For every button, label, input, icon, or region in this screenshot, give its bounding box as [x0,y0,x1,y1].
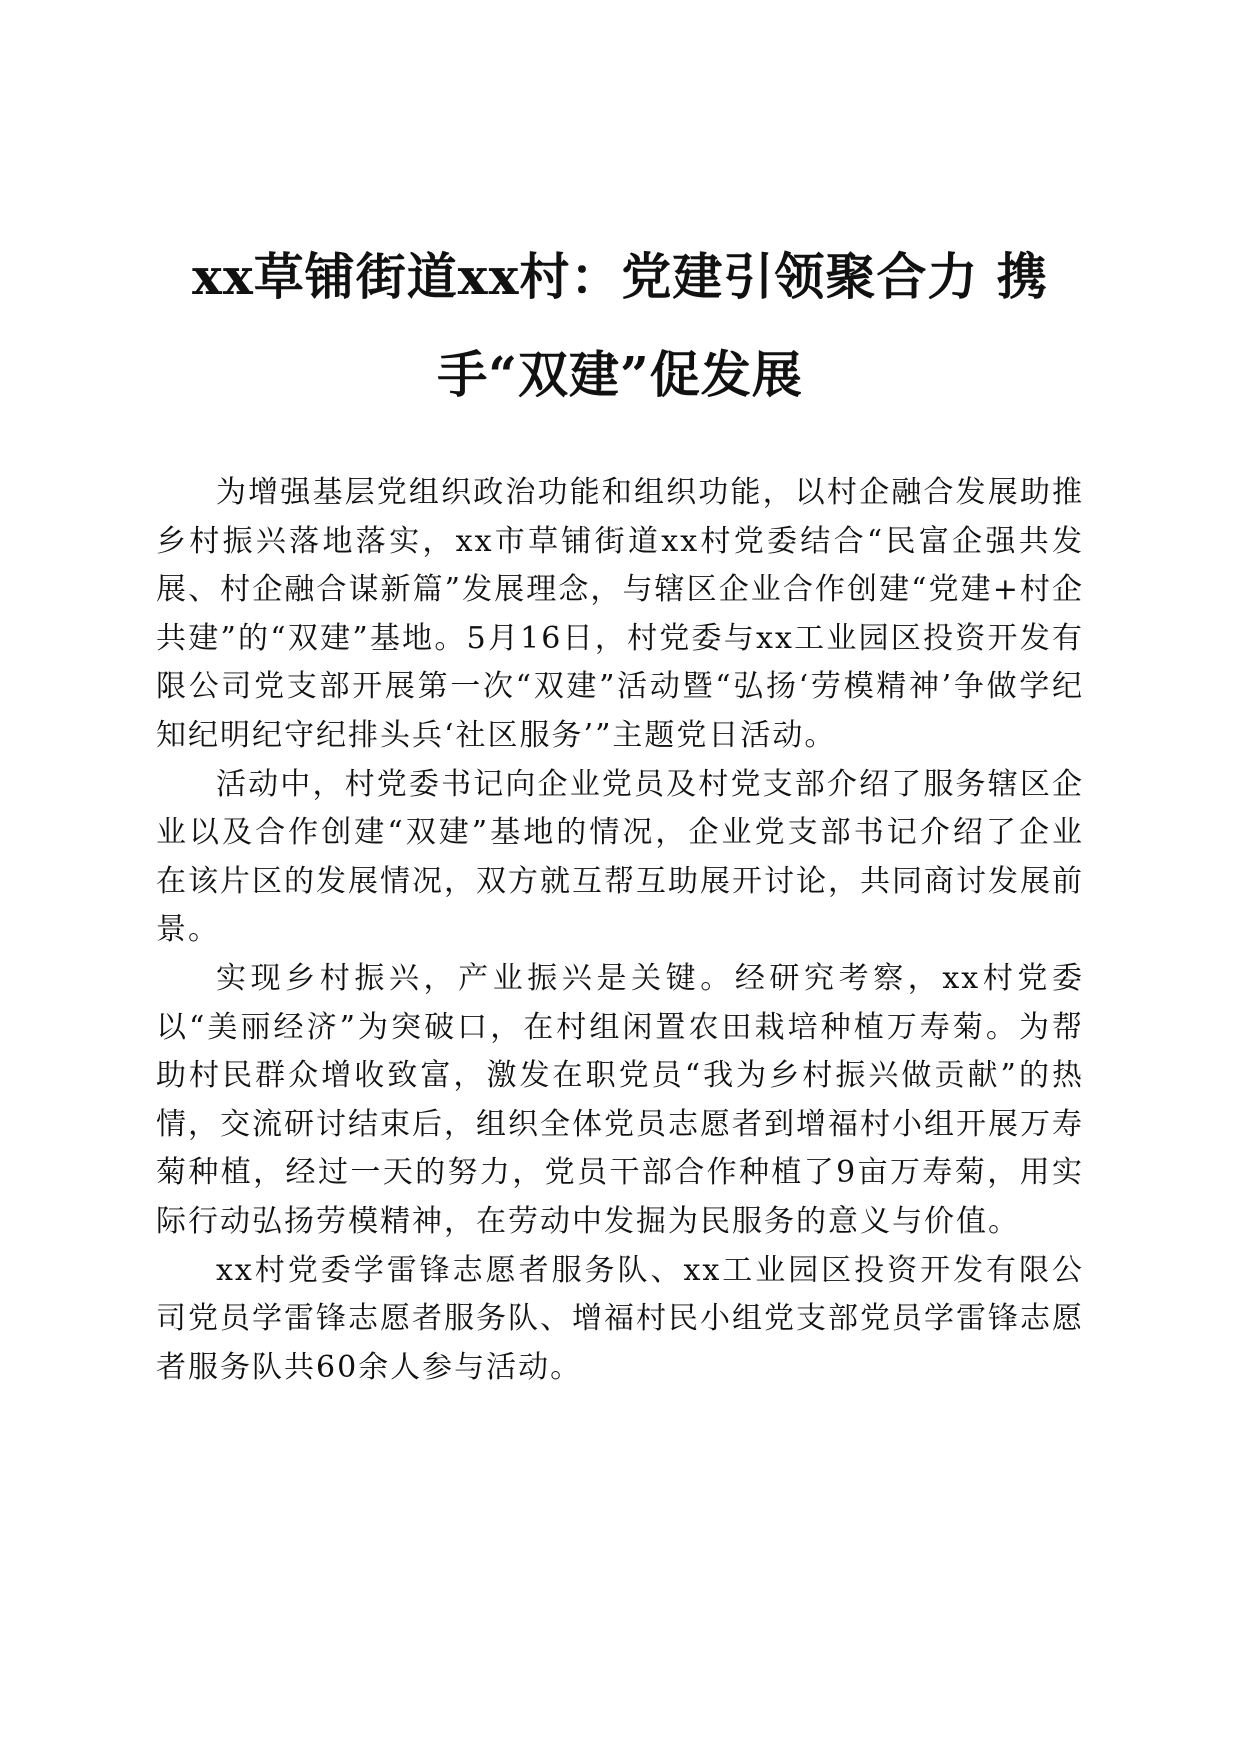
paragraph-4: xx村党委学雷锋志愿者服务队、xx工业园区投资开发有限公司党员学雷锋志愿者服务队、增福村民小组党支部党员学雷锋志愿者服务队共60余人参与活动。 [156,1252,1084,1385]
paragraph-3: 实现乡村振兴，产业振兴是关键。经研究考察，xx村党委以“美丽经济”为突破口，在村组闲置农田栽培种植万寿菊。为帮助村民群众增收致富，激发在职党员“我为乡村振兴做贡献”的热情，交流研讨结束后，组织全体党员志愿者到增福村小组开展万寿菊种植，经过一天的努力，党员干部合作种植了9亩万寿菊，用实际行动弘扬劳模精神，在劳动中发掘为民服务的意义与价值。 [156,960,1084,1239]
document-body [156,469,1084,1392]
document-title: xx草铺街道xx村：党建引领聚合力 携手“双建”促发展 [192,247,1048,404]
paragraph-1: 为增强基层党组织政治功能和组织功能，以村企融合发展助推乡村振兴落地落实，xx市草铺街道xx村党委结合“民富企强共发展、村企融合谋新篇”发展理念，与辖区企业合作创建“党建+村企共建”的“双建”基地。5月16日，村党委与xx工业园区投资开发有限公司党支部开展第一次“双建”活动暨“弘扬‘劳模精神’争做学纪知纪明纪守纪排头兵‘社区服务’”主题党日活动。 [156,475,1084,753]
paragraph-2: 活动中，村党委书记向企业党员及村党支部介绍了服务辖区企业以及合作创建“双建”基地的情况，企业党支部书记介绍了企业在该片区的发展情况，双方就互帮互助展开讨论，共同商讨发展前景。 [156,766,1084,948]
